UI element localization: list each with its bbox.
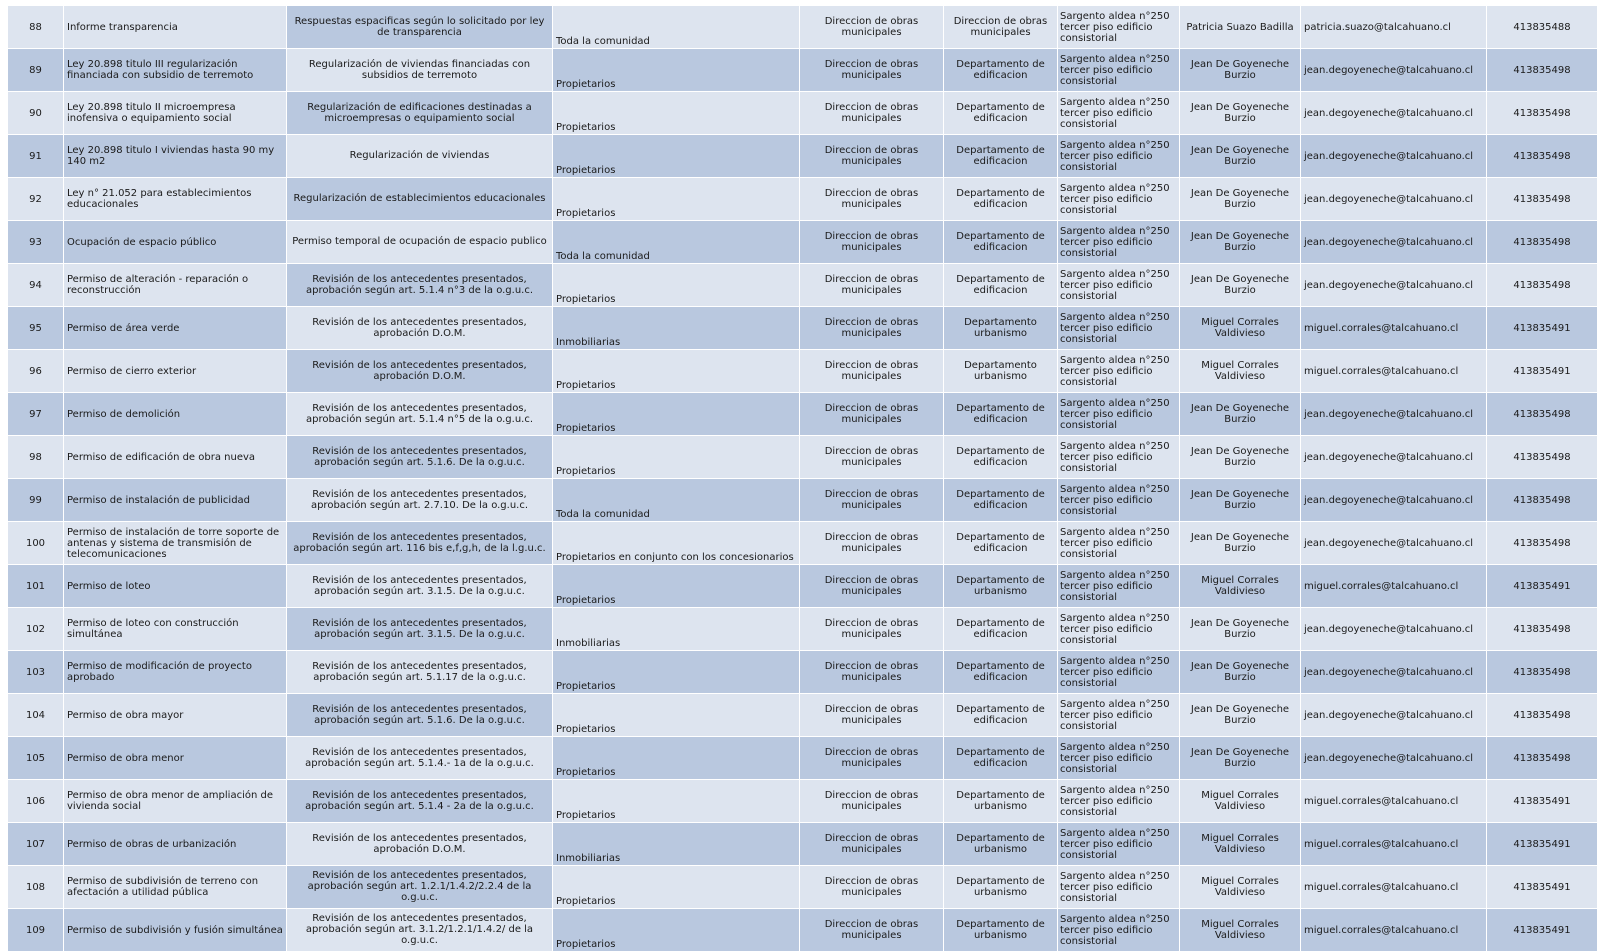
cell-direction-unit: Direccion de obras municipales: [800, 393, 944, 436]
cell-row-number: 93: [8, 221, 64, 264]
cell-department: Departamento de urbanismo: [944, 780, 1058, 823]
cell-tramite-description: Revisión de los antecedentes presentados, aprobación según art. 1.2.1/1.4.2/2.2.4 de la o.g.u.c.: [287, 866, 553, 909]
cell-address: Sargento aldea n°250 tercer piso edificio consistorial: [1058, 6, 1180, 49]
cell-direction-unit: Direccion de obras municipales: [800, 221, 944, 264]
cell-email-link: miguel.corrales@talcahuano.cl: [1301, 350, 1487, 393]
cell-phone-number: 413835488: [1487, 6, 1598, 49]
cell-row-number: 98: [8, 436, 64, 479]
cell-department: Departamento de edificacion: [944, 49, 1058, 92]
cell-tramite-name: Permiso de instalación de torre soporte de antenas y sistema de transmisión de telecomunicaciones: [64, 522, 287, 565]
table-row: [8, 737, 1598, 780]
table-row: [8, 178, 1598, 221]
cell-beneficiaries: Propietarios: [553, 780, 800, 823]
cell-direction-unit: Direccion de obras municipales: [800, 135, 944, 178]
cell-phone-number: 413835491: [1487, 565, 1598, 608]
cell-direction-unit: Direccion de obras municipales: [800, 823, 944, 866]
cell-address: Sargento aldea n°250 tercer piso edificio consistorial: [1058, 135, 1180, 178]
table-row: [8, 823, 1598, 866]
cell-beneficiaries: Toda la comunidad: [553, 6, 800, 49]
cell-address: Sargento aldea n°250 tercer piso edificio consistorial: [1058, 780, 1180, 823]
cell-row-number: 107: [8, 823, 64, 866]
cell-direction-unit: Direccion de obras municipales: [800, 651, 944, 694]
cell-department: Departamento de edificacion: [944, 178, 1058, 221]
cell-address: Sargento aldea n°250 tercer piso edificio consistorial: [1058, 522, 1180, 565]
cell-responsible-person: Jean De Goyeneche Burzio: [1180, 436, 1301, 479]
cell-tramite-description: Respuestas espacificas según lo solicitado por ley de transparencia: [287, 6, 553, 49]
cell-department: Departamento urbanismo: [944, 350, 1058, 393]
cell-email-link: jean.degoyeneche@talcahuano.cl: [1301, 393, 1487, 436]
cell-direction-unit: Direccion de obras municipales: [800, 866, 944, 909]
cell-tramite-name: Permiso de instalación de publicidad: [64, 479, 287, 522]
cell-tramite-name: Permiso de loteo: [64, 565, 287, 608]
cell-responsible-person: Jean De Goyeneche Burzio: [1180, 92, 1301, 135]
cell-tramite-name: Ley n° 21.052 para establecimientos educacionales: [64, 178, 287, 221]
table-row: [8, 307, 1598, 350]
cell-phone-number: 413835498: [1487, 737, 1598, 780]
cell-tramite-description: Revisión de los antecedentes presentados, aprobación según art. 5.1.6. De la o.g.u.c.: [287, 436, 553, 479]
cell-tramite-name: Permiso de alteración - reparación o reconstrucción: [64, 264, 287, 307]
cell-tramite-name: Ley 20.898 titulo II microempresa inofensiva o equipamiento social: [64, 92, 287, 135]
cell-responsible-person: Miguel Corrales Valdivieso: [1180, 565, 1301, 608]
cell-tramite-description: Revisión de los antecedentes presentados, aprobación D.O.M.: [287, 350, 553, 393]
cell-address: Sargento aldea n°250 tercer piso edificio consistorial: [1058, 393, 1180, 436]
cell-beneficiaries: Propietarios: [553, 909, 800, 952]
cell-email-link: miguel.corrales@talcahuano.cl: [1301, 823, 1487, 866]
cell-address: Sargento aldea n°250 tercer piso edificio consistorial: [1058, 823, 1180, 866]
cell-responsible-person: Jean De Goyeneche Burzio: [1180, 608, 1301, 651]
cell-address: Sargento aldea n°250 tercer piso edificio consistorial: [1058, 694, 1180, 737]
cell-department: Departamento de edificacion: [944, 608, 1058, 651]
cell-beneficiaries: Propietarios: [553, 350, 800, 393]
cell-responsible-person: Jean De Goyeneche Burzio: [1180, 737, 1301, 780]
cell-phone-number: 413835498: [1487, 49, 1598, 92]
cell-row-number: 106: [8, 780, 64, 823]
cell-department: Departamento de edificacion: [944, 651, 1058, 694]
cell-department: Departamento de edificacion: [944, 694, 1058, 737]
cell-phone-number: 413835498: [1487, 264, 1598, 307]
cell-row-number: 88: [8, 6, 64, 49]
cell-tramite-name: Permiso de subdivisión de terreno con afectación a utilidad pública: [64, 866, 287, 909]
cell-address: Sargento aldea n°250 tercer piso edificio consistorial: [1058, 737, 1180, 780]
cell-tramite-description: Revisión de los antecedentes presentados, aprobación según art. 3.1.5. De la o.g.u.c.: [287, 565, 553, 608]
cell-row-number: 100: [8, 522, 64, 565]
cell-address: Sargento aldea n°250 tercer piso edificio consistorial: [1058, 350, 1180, 393]
cell-tramite-name: Permiso de cierro exterior: [64, 350, 287, 393]
cell-beneficiaries: Propietarios: [553, 264, 800, 307]
cell-beneficiaries: Propietarios: [553, 135, 800, 178]
cell-department: Departamento de edificacion: [944, 479, 1058, 522]
cell-tramite-description: Revisión de los antecedentes presentados, aprobación según art. 5.1.4 - 2a de la o.g.u.c.: [287, 780, 553, 823]
cell-tramite-description: Revisión de los antecedentes presentados, aprobación según art. 5.1.4 n°5 de la o.g.u.c.: [287, 393, 553, 436]
cell-tramite-name: Permiso de área verde: [64, 307, 287, 350]
table-row: [8, 608, 1598, 651]
cell-email-link: jean.degoyeneche@talcahuano.cl: [1301, 92, 1487, 135]
cell-tramite-name: Permiso de subdivisión y fusión simultánea: [64, 909, 287, 952]
cell-row-number: 89: [8, 49, 64, 92]
cell-email-link: jean.degoyeneche@talcahuano.cl: [1301, 479, 1487, 522]
cell-tramite-name: Permiso de obra menor de ampliación de vivienda social: [64, 780, 287, 823]
cell-email-link: jean.degoyeneche@talcahuano.cl: [1301, 737, 1487, 780]
cell-beneficiaries: Toda la comunidad: [553, 221, 800, 264]
table-row: [8, 49, 1598, 92]
cell-tramite-description: Regularización de establecimientos educacionales: [287, 178, 553, 221]
cell-tramite-name: Permiso de obra mayor: [64, 694, 287, 737]
cell-responsible-person: Miguel Corrales Valdivieso: [1180, 780, 1301, 823]
cell-row-number: 99: [8, 479, 64, 522]
cell-beneficiaries: Propietarios: [553, 178, 800, 221]
table-row: [8, 135, 1598, 178]
cell-email-link: patricia.suazo@talcahuano.cl: [1301, 6, 1487, 49]
cell-beneficiaries: Toda la comunidad: [553, 479, 800, 522]
cell-phone-number: 413835491: [1487, 780, 1598, 823]
cell-responsible-person: Jean De Goyeneche Burzio: [1180, 221, 1301, 264]
cell-email-link: jean.degoyeneche@talcahuano.cl: [1301, 264, 1487, 307]
cell-direction-unit: Direccion de obras municipales: [800, 694, 944, 737]
cell-department: Departamento urbanismo: [944, 307, 1058, 350]
cell-phone-number: 413835491: [1487, 350, 1598, 393]
table-row: [8, 866, 1598, 909]
cell-phone-number: 413835498: [1487, 479, 1598, 522]
cell-phone-number: 413835498: [1487, 436, 1598, 479]
cell-address: Sargento aldea n°250 tercer piso edificio consistorial: [1058, 264, 1180, 307]
cell-email-link: jean.degoyeneche@talcahuano.cl: [1301, 221, 1487, 264]
cell-row-number: 108: [8, 866, 64, 909]
table-row: [8, 909, 1598, 952]
cell-responsible-person: Miguel Corrales Valdivieso: [1180, 307, 1301, 350]
cell-direction-unit: Direccion de obras municipales: [800, 780, 944, 823]
cell-phone-number: 413835498: [1487, 608, 1598, 651]
cell-email-link: miguel.corrales@talcahuano.cl: [1301, 307, 1487, 350]
cell-email-link: jean.degoyeneche@talcahuano.cl: [1301, 135, 1487, 178]
cell-direction-unit: Direccion de obras municipales: [800, 565, 944, 608]
cell-department: Departamento de edificacion: [944, 135, 1058, 178]
cell-email-link: jean.degoyeneche@talcahuano.cl: [1301, 522, 1487, 565]
cell-phone-number: 413835498: [1487, 393, 1598, 436]
table-row: [8, 264, 1598, 307]
cell-tramite-description: Revisión de los antecedentes presentados, aprobación según art. 5.1.4.- 1a de la o.g.u.c.: [287, 737, 553, 780]
cell-email-link: miguel.corrales@talcahuano.cl: [1301, 780, 1487, 823]
cell-tramite-description: Regularización de edificaciones destinadas a microempresas o equipamiento social: [287, 92, 553, 135]
cell-address: Sargento aldea n°250 tercer piso edificio consistorial: [1058, 221, 1180, 264]
cell-row-number: 101: [8, 565, 64, 608]
table-row: [8, 350, 1598, 393]
cell-phone-number: 413835491: [1487, 823, 1598, 866]
cell-tramite-description: Revisión de los antecedentes presentados, aprobación según art. 3.1.5. De la o.g.u.c.: [287, 608, 553, 651]
cell-beneficiaries: Propietarios: [553, 92, 800, 135]
cell-address: Sargento aldea n°250 tercer piso edificio consistorial: [1058, 92, 1180, 135]
cell-row-number: 105: [8, 737, 64, 780]
cell-direction-unit: Direccion de obras municipales: [800, 522, 944, 565]
cell-address: Sargento aldea n°250 tercer piso edificio consistorial: [1058, 866, 1180, 909]
cell-department: Departamento de edificacion: [944, 737, 1058, 780]
cell-direction-unit: Direccion de obras municipales: [800, 92, 944, 135]
cell-tramite-description: Revisión de los antecedentes presentados, aprobación D.O.M.: [287, 307, 553, 350]
table-row: [8, 6, 1598, 49]
cell-tramite-description: Regularización de viviendas: [287, 135, 553, 178]
table-row: [8, 651, 1598, 694]
tramites-table: [7, 5, 1598, 952]
cell-tramite-name: Ocupación de espacio público: [64, 221, 287, 264]
cell-row-number: 97: [8, 393, 64, 436]
cell-tramite-name: Permiso de demolición: [64, 393, 287, 436]
cell-responsible-person: Jean De Goyeneche Burzio: [1180, 393, 1301, 436]
cell-responsible-person: Jean De Goyeneche Burzio: [1180, 479, 1301, 522]
cell-row-number: 95: [8, 307, 64, 350]
cell-phone-number: 413835498: [1487, 221, 1598, 264]
cell-department: Direccion de obras municipales: [944, 6, 1058, 49]
table-row: [8, 479, 1598, 522]
cell-tramite-description: Revisión de los antecedentes presentados, aprobación D.O.M.: [287, 823, 553, 866]
cell-direction-unit: Direccion de obras municipales: [800, 350, 944, 393]
cell-row-number: 109: [8, 909, 64, 952]
cell-phone-number: 413835491: [1487, 307, 1598, 350]
cell-direction-unit: Direccion de obras municipales: [800, 49, 944, 92]
cell-row-number: 102: [8, 608, 64, 651]
cell-responsible-person: Jean De Goyeneche Burzio: [1180, 135, 1301, 178]
cell-responsible-person: Jean De Goyeneche Burzio: [1180, 264, 1301, 307]
cell-email-link: jean.degoyeneche@talcahuano.cl: [1301, 436, 1487, 479]
cell-email-link: miguel.corrales@talcahuano.cl: [1301, 565, 1487, 608]
cell-row-number: 94: [8, 264, 64, 307]
table-body: [8, 6, 1598, 952]
cell-responsible-person: Jean De Goyeneche Burzio: [1180, 651, 1301, 694]
cell-beneficiaries: Inmobiliarias: [553, 608, 800, 651]
table-row: [8, 780, 1598, 823]
cell-address: Sargento aldea n°250 tercer piso edificio consistorial: [1058, 436, 1180, 479]
cell-address: Sargento aldea n°250 tercer piso edificio consistorial: [1058, 565, 1180, 608]
cell-direction-unit: Direccion de obras municipales: [800, 909, 944, 952]
cell-tramite-name: Permiso de edificación de obra nueva: [64, 436, 287, 479]
cell-responsible-person: Jean De Goyeneche Burzio: [1180, 49, 1301, 92]
cell-beneficiaries: Propietarios: [553, 737, 800, 780]
cell-phone-number: 413835491: [1487, 866, 1598, 909]
table-row: [8, 92, 1598, 135]
cell-tramite-name: Permiso de modificación de proyecto aprobado: [64, 651, 287, 694]
table-row: [8, 221, 1598, 264]
cell-tramite-description: Revisión de los antecedentes presentados, aprobación según art. 5.1.6. De la o.g.u.c.: [287, 694, 553, 737]
cell-row-number: 103: [8, 651, 64, 694]
cell-email-link: miguel.corrales@talcahuano.cl: [1301, 909, 1487, 952]
cell-phone-number: 413835498: [1487, 178, 1598, 221]
cell-phone-number: 413835498: [1487, 651, 1598, 694]
cell-phone-number: 413835498: [1487, 135, 1598, 178]
cell-beneficiaries: Propietarios: [553, 436, 800, 479]
cell-tramite-name: Permiso de obras de urbanización: [64, 823, 287, 866]
cell-direction-unit: Direccion de obras municipales: [800, 436, 944, 479]
cell-department: Departamento de edificacion: [944, 92, 1058, 135]
cell-department: Departamento de edificacion: [944, 522, 1058, 565]
cell-beneficiaries: Inmobiliarias: [553, 823, 800, 866]
cell-tramite-description: Revisión de los antecedentes presentados, aprobación según art. 116 bis e,f,g,h, de la l.g.u.c.: [287, 522, 553, 565]
cell-department: Departamento de urbanismo: [944, 866, 1058, 909]
cell-phone-number: 413835491: [1487, 909, 1598, 952]
cell-email-link: jean.degoyeneche@talcahuano.cl: [1301, 651, 1487, 694]
cell-tramite-name: Permiso de obra menor: [64, 737, 287, 780]
cell-tramite-name: Informe transparencia: [64, 6, 287, 49]
cell-department: Departamento de edificacion: [944, 393, 1058, 436]
cell-tramite-name: Ley 20.898 titulo III regularización financiada con subsidio de terremoto: [64, 49, 287, 92]
cell-address: Sargento aldea n°250 tercer piso edificio consistorial: [1058, 651, 1180, 694]
cell-row-number: 91: [8, 135, 64, 178]
cell-direction-unit: Direccion de obras municipales: [800, 264, 944, 307]
table-row: [8, 694, 1598, 737]
cell-beneficiaries: Propietarios: [553, 565, 800, 608]
cell-address: Sargento aldea n°250 tercer piso edificio consistorial: [1058, 307, 1180, 350]
cell-beneficiaries: Propietarios: [553, 49, 800, 92]
table-row: [8, 565, 1598, 608]
cell-department: Departamento de urbanismo: [944, 909, 1058, 952]
cell-tramite-description: Revisión de los antecedentes presentados, aprobación según art. 2.7.10. De la o.g.u.c.: [287, 479, 553, 522]
cell-direction-unit: Direccion de obras municipales: [800, 479, 944, 522]
cell-direction-unit: Direccion de obras municipales: [800, 307, 944, 350]
cell-department: Departamento de urbanismo: [944, 565, 1058, 608]
cell-responsible-person: Miguel Corrales Valdivieso: [1180, 866, 1301, 909]
cell-email-link: jean.degoyeneche@talcahuano.cl: [1301, 608, 1487, 651]
cell-beneficiaries: Propietarios: [553, 393, 800, 436]
cell-email-link: jean.degoyeneche@talcahuano.cl: [1301, 49, 1487, 92]
cell-address: Sargento aldea n°250 tercer piso edificio consistorial: [1058, 49, 1180, 92]
cell-phone-number: 413835498: [1487, 92, 1598, 135]
cell-responsible-person: Patricia Suazo Badilla: [1180, 6, 1301, 49]
cell-tramite-name: Ley 20.898 titulo I viviendas hasta 90 my 140 m2: [64, 135, 287, 178]
table-container: [7, 5, 1597, 952]
cell-tramite-description: Revisión de los antecedentes presentados, aprobación según art. 3.1.2/1.2.1/1.4.2/ de la o.g.u.c.: [287, 909, 553, 952]
cell-responsible-person: Miguel Corrales Valdivieso: [1180, 350, 1301, 393]
cell-department: Departamento de urbanismo: [944, 823, 1058, 866]
cell-responsible-person: Miguel Corrales Valdivieso: [1180, 823, 1301, 866]
cell-department: Departamento de edificacion: [944, 264, 1058, 307]
cell-responsible-person: Miguel Corrales Valdivieso: [1180, 909, 1301, 952]
cell-email-link: jean.degoyeneche@talcahuano.cl: [1301, 694, 1487, 737]
cell-direction-unit: Direccion de obras municipales: [800, 6, 944, 49]
table-row: [8, 393, 1598, 436]
cell-beneficiaries: Propietarios: [553, 866, 800, 909]
cell-row-number: 104: [8, 694, 64, 737]
cell-beneficiaries: Propietarios en conjunto con los concesionarios: [553, 522, 800, 565]
cell-email-link: jean.degoyeneche@talcahuano.cl: [1301, 178, 1487, 221]
cell-address: Sargento aldea n°250 tercer piso edificio consistorial: [1058, 479, 1180, 522]
cell-beneficiaries: Inmobiliarias: [553, 307, 800, 350]
cell-address: Sargento aldea n°250 tercer piso edificio consistorial: [1058, 909, 1180, 952]
cell-tramite-description: Permiso temporal de ocupación de espacio publico: [287, 221, 553, 264]
cell-tramite-description: Regularización de viviendas financiadas con subsidios de terremoto: [287, 49, 553, 92]
cell-direction-unit: Direccion de obras municipales: [800, 178, 944, 221]
cell-beneficiaries: Propietarios: [553, 694, 800, 737]
cell-tramite-description: Revisión de los antecedentes presentados, aprobación según art. 5.1.17 de la o.g.u.c.: [287, 651, 553, 694]
cell-row-number: 96: [8, 350, 64, 393]
cell-phone-number: 413835498: [1487, 694, 1598, 737]
cell-department: Departamento de edificacion: [944, 221, 1058, 264]
cell-phone-number: 413835498: [1487, 522, 1598, 565]
cell-row-number: 90: [8, 92, 64, 135]
cell-email-link: miguel.corrales@talcahuano.cl: [1301, 866, 1487, 909]
cell-department: Departamento de edificacion: [944, 436, 1058, 479]
cell-row-number: 92: [8, 178, 64, 221]
cell-direction-unit: Direccion de obras municipales: [800, 737, 944, 780]
cell-address: Sargento aldea n°250 tercer piso edificio consistorial: [1058, 178, 1180, 221]
cell-responsible-person: Jean De Goyeneche Burzio: [1180, 522, 1301, 565]
cell-direction-unit: Direccion de obras municipales: [800, 608, 944, 651]
table-row: [8, 436, 1598, 479]
cell-beneficiaries: Propietarios: [553, 651, 800, 694]
cell-tramite-name: Permiso de loteo con construcción simultánea: [64, 608, 287, 651]
cell-address: Sargento aldea n°250 tercer piso edificio consistorial: [1058, 608, 1180, 651]
table-row: [8, 522, 1598, 565]
cell-tramite-description: Revisión de los antecedentes presentados, aprobación según art. 5.1.4 n°3 de la o.g.u.c.: [287, 264, 553, 307]
cell-responsible-person: Jean De Goyeneche Burzio: [1180, 178, 1301, 221]
cell-responsible-person: Jean De Goyeneche Burzio: [1180, 694, 1301, 737]
